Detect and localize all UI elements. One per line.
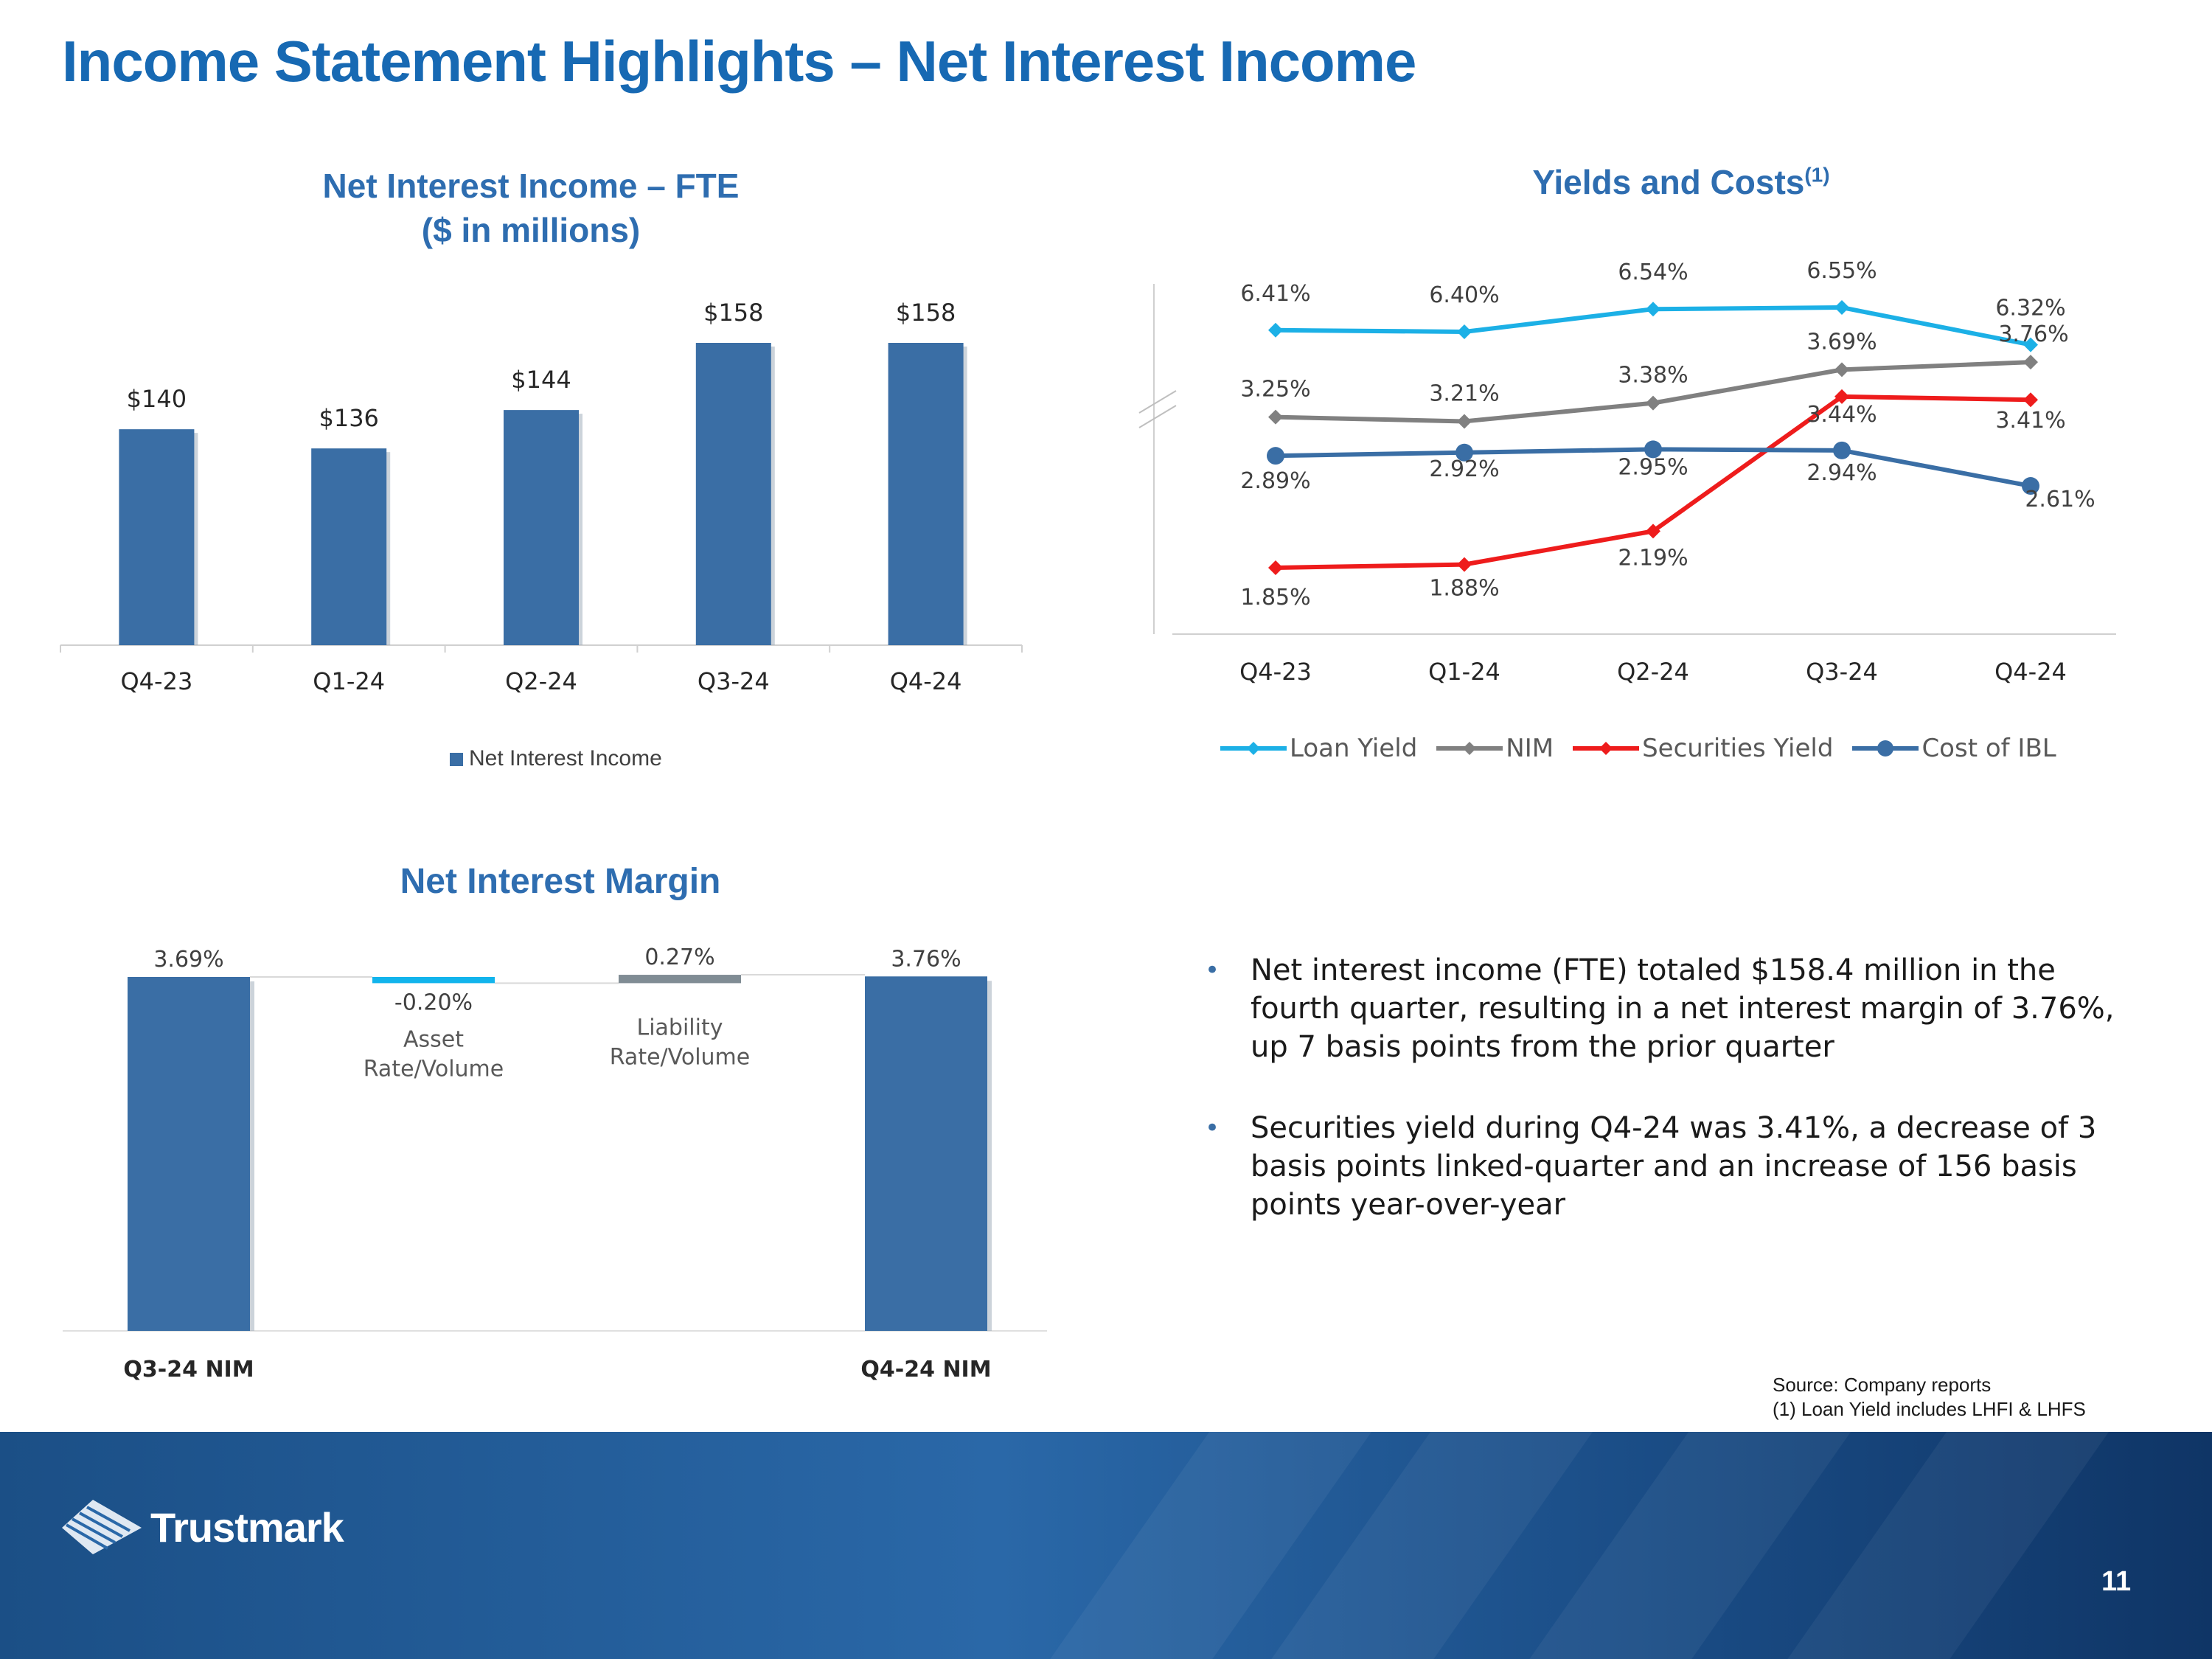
yields-data-label: 2.95% xyxy=(1618,454,1688,481)
yields-line-chart xyxy=(1121,251,2168,708)
nim-data-label: 3.69% xyxy=(153,947,224,973)
nim-step-label: Asset xyxy=(403,1026,465,1053)
nii-legend-swatch xyxy=(450,753,463,766)
yields-series-line xyxy=(1276,397,2031,568)
yields-point-marker xyxy=(1833,442,1851,459)
yields-legend-swatch-icon xyxy=(1220,737,1287,759)
nim-data-label: 3.76% xyxy=(891,946,961,973)
yields-data-label: 3.25% xyxy=(1240,376,1311,403)
yields-point-marker xyxy=(1834,300,1849,315)
nii-chart-title-main: Net Interest Income – FTE xyxy=(322,167,740,205)
nim-delta-bar xyxy=(619,975,741,983)
yields-legend-item xyxy=(1220,734,1417,763)
nii-legend-label: Net Interest Income xyxy=(469,746,662,771)
nim-total-bar xyxy=(128,977,250,1331)
nim-delta-bar xyxy=(372,977,495,983)
yields-data-label: 3.76% xyxy=(1998,321,2069,348)
nii-x-tick-label: Q2-24 xyxy=(505,667,577,695)
yields-data-label: 2.89% xyxy=(1240,468,1311,495)
nii-bar xyxy=(311,448,386,645)
yields-data-label: 3.21% xyxy=(1429,380,1500,407)
nii-bar-chart xyxy=(0,280,1077,723)
bullet-item xyxy=(1202,1109,2146,1224)
yields-legend-item xyxy=(1573,734,1833,763)
yields-legend-label: Loan Yield xyxy=(1290,734,1418,763)
nii-x-tick-label: Q3-24 xyxy=(697,667,770,695)
yields-data-label: 2.61% xyxy=(2025,487,2096,513)
bullet-text: Net interest income (FTE) totaled $158.4 million in the fourth quarter, resulting in a net interest margin of 3.76%, up 7 basis points from the prior quarter xyxy=(1251,953,2115,1064)
nii-data-label: $144 xyxy=(511,366,571,394)
nim-step-label: Rate/Volume xyxy=(363,1056,504,1082)
yields-x-tick-label: Q1-24 xyxy=(1428,658,1500,686)
source-note xyxy=(1773,1373,2086,1422)
yields-data-label: 2.19% xyxy=(1618,545,1688,571)
yields-x-tick-label: Q2-24 xyxy=(1617,658,1689,686)
yields-point-marker xyxy=(1646,302,1660,316)
nii-bar xyxy=(888,343,964,645)
bullet-text: Securities yield during Q4-24 was 3.41%, a decrease of 3 basis points linked-quarter and an increase of 156 basis points year-over-year xyxy=(1251,1111,2097,1222)
yields-point-marker xyxy=(1646,396,1660,411)
yields-data-label: 3.38% xyxy=(1618,362,1688,389)
nim-step-label: Rate/Volume xyxy=(609,1044,751,1071)
source-line: Source: Company reports xyxy=(1773,1374,1992,1396)
nii-data-label: $136 xyxy=(319,404,379,433)
yields-data-label: 2.92% xyxy=(1429,456,1500,482)
nii-bar xyxy=(119,429,194,645)
yields-data-label: 2.94% xyxy=(1806,459,1877,486)
nim-category-label: Q4-24 NIM xyxy=(860,1357,992,1382)
nim-chart-title: Net Interest Margin xyxy=(400,862,721,901)
yields-legend-item xyxy=(1436,734,1554,763)
yields-legend-label: Securities Yield xyxy=(1642,734,1834,763)
yields-point-marker xyxy=(2023,355,2038,369)
trustmark-logo-icon xyxy=(62,1500,142,1554)
nii-data-label: $158 xyxy=(703,299,764,327)
yields-legend-swatch-icon xyxy=(1852,737,1919,759)
bullet-marker: • xyxy=(1205,1113,1220,1143)
yields-chart-title-text: Yields and Costs xyxy=(1532,163,1805,201)
nii-bar xyxy=(696,343,771,645)
yields-x-tick-label: Q3-24 xyxy=(1806,658,1878,686)
yields-data-label: 6.40% xyxy=(1429,282,1500,308)
nii-legend xyxy=(450,746,662,771)
nii-x-tick-label: Q4-24 xyxy=(889,667,962,695)
yields-chart-title xyxy=(1386,162,1976,202)
nii-x-tick-label: Q1-24 xyxy=(313,667,386,695)
nii-chart-subtitle: ($ in millions) xyxy=(421,211,641,249)
footnote-line: (1) Loan Yield includes LHFI & LHFS xyxy=(1773,1398,2086,1420)
trustmark-logo xyxy=(62,1500,344,1554)
yields-legend xyxy=(1220,734,2056,763)
yields-point-marker xyxy=(1268,560,1283,575)
page-title: Income Statement Highlights – Net Interest Income xyxy=(62,29,1416,94)
yields-x-tick-label: Q4-23 xyxy=(1239,658,1312,686)
nii-bar xyxy=(504,410,579,645)
nii-data-label: $140 xyxy=(126,385,187,414)
yields-point-marker xyxy=(1457,324,1472,339)
nii-data-label: $158 xyxy=(895,299,956,327)
yields-legend-label: NIM xyxy=(1506,734,1554,763)
yields-title-footnote-mark: (1) xyxy=(1804,163,1830,187)
yields-data-label: 6.54% xyxy=(1618,260,1688,286)
yields-legend-item xyxy=(1852,734,2056,763)
yields-data-label: 6.55% xyxy=(1806,258,1877,284)
trustmark-logo-text: Trustmark xyxy=(150,1503,344,1551)
yields-data-label: 3.69% xyxy=(1806,329,1877,355)
yields-point-marker xyxy=(1457,557,1472,572)
bullet-marker: • xyxy=(1205,956,1220,985)
yields-data-label: 1.85% xyxy=(1240,585,1311,611)
nii-x-tick-label: Q4-23 xyxy=(120,667,193,695)
yields-point-marker xyxy=(1267,447,1284,465)
yields-point-marker xyxy=(1834,362,1849,377)
yields-legend-swatch-icon xyxy=(1573,737,1639,759)
yields-data-label: 3.44% xyxy=(1806,401,1877,428)
nim-category-label: Q3-24 NIM xyxy=(123,1357,254,1382)
yields-legend-label: Cost of IBL xyxy=(1921,734,2056,763)
page-number: 11 xyxy=(2101,1566,2132,1597)
bullet-item xyxy=(1202,951,2146,1066)
yields-x-tick-label: Q4-24 xyxy=(1994,658,2067,686)
yields-point-marker xyxy=(2023,392,2038,407)
yields-legend-swatch-icon xyxy=(1436,737,1503,759)
yields-point-marker xyxy=(1457,414,1472,428)
nim-data-label: -0.20% xyxy=(394,990,473,1016)
yields-point-marker xyxy=(1268,410,1283,425)
yields-data-label: 1.88% xyxy=(1429,575,1500,602)
nim-waterfall-chart xyxy=(0,914,1077,1386)
yields-data-label: 6.41% xyxy=(1240,280,1311,307)
nim-total-bar xyxy=(865,976,987,1331)
nim-step-label: Liability xyxy=(636,1015,723,1041)
commentary-bullets xyxy=(1202,951,2146,1267)
nii-chart-title xyxy=(236,164,826,252)
yields-point-marker xyxy=(1268,323,1283,338)
yields-data-label: 6.32% xyxy=(1995,295,2066,321)
nim-data-label: 0.27% xyxy=(644,945,715,971)
yields-data-label: 3.41% xyxy=(1995,408,2066,434)
